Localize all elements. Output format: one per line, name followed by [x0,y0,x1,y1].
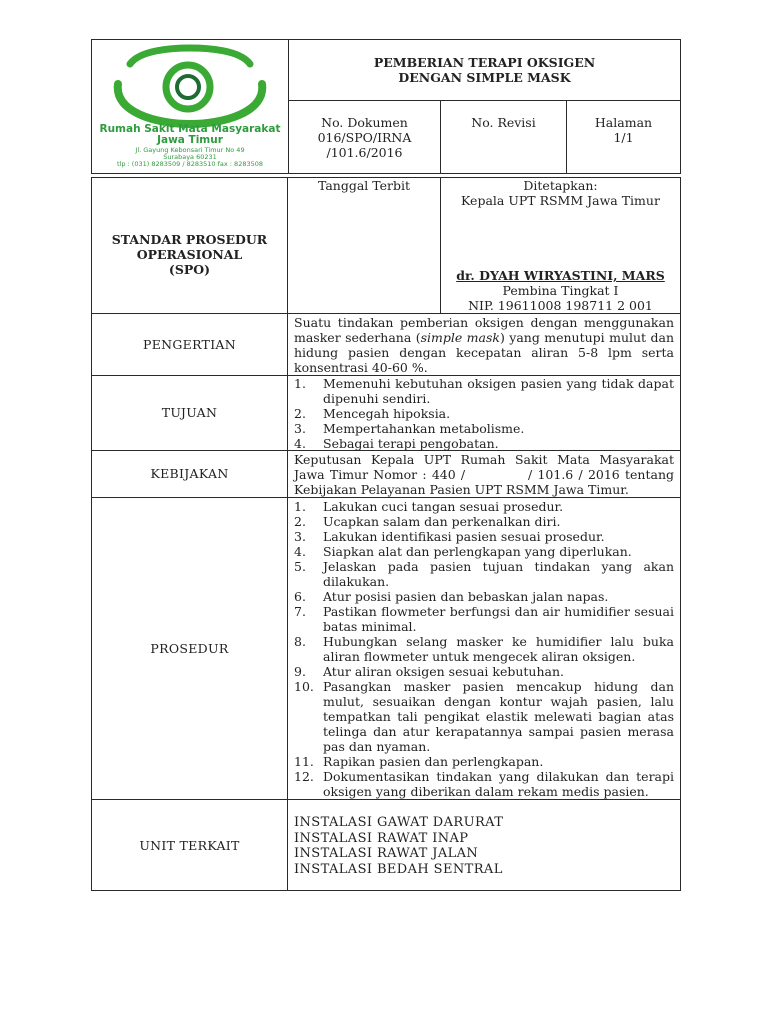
prosedur-item [294,754,674,769]
tujuan-item [294,406,674,421]
prosedur-item-text: Pastikan flowmeter berfungsi dan air humidifier sesuai batas minimal. [323,604,674,634]
prosedur-item-number: 12. [294,769,314,784]
page-value: 1/1 [613,130,634,145]
prosedur-item-text: Dokumentasikan tindakan yang dilakukan dan terapi oksigen yang diberikan dalam rekam medis pasien. [323,769,674,799]
logo-region: Jawa Timur [157,134,223,146]
approver-position: Kepala UPT RSMM Jawa Timur [461,193,660,208]
approved-label: Ditetapkan: [523,178,598,193]
prosedur-item [294,604,674,634]
title-line-1: PEMBERIAN TERAPI OKSIGEN [373,55,596,70]
pengertian-text-b: ) yang menutupi mulut dan hidung pasien dengan kecepatan aliran 5-8 lpm serta konsentrasi 40-60 %. [294,330,674,375]
spo-title-line-2: OPERASIONAL [136,247,243,262]
tujuan-item-number: 3. [294,421,306,436]
prosedur-item [294,634,674,664]
logo-city: Surabaya 60231 [163,153,217,161]
prosedur-item [294,514,674,529]
approver-block [441,268,680,313]
prosedur-item-number: 11. [294,754,314,769]
prosedur-item [294,769,674,799]
prosedur-item-text: Siapkan alat dan perlengkapan yang diperlukan. [323,544,632,559]
revision-label: No. Revisi [471,115,536,130]
prosedur-item [294,559,674,589]
logo-address: Jl. Gayung Kebonsari Timur No 49 [135,146,245,154]
unit-terkait-item: INSTALASI BEDAH SENTRAL [294,861,503,877]
prosedur-item-text: Jelaskan pada pasien tujuan tindakan yang akan dilakukan. [323,559,674,589]
tujuan-item-number: 4. [294,436,306,451]
spo-title-line-3: (SPO) [168,262,211,277]
doc-number-value-2: /101.6/2016 [326,145,403,160]
tujuan-item-text: Sebagai terapi pengobatan. [323,436,499,451]
kebijakan-text: Keputusan Kepala UPT Rumah Sakit Mata Masyarakat Jawa Timur Nomor : 440 / / 101.6 / 2016 tentang Kebijakan Pelayanan Pasien UPT RSMM Jawa Timur. [294,452,678,497]
prosedur-item-number: 8. [294,634,306,649]
prosedur-item-number: 6. [294,589,306,604]
prosedur-item-text: Pasangkan masker pasien mencakup hidung dan mulut, sesuaikan dengan kontur wajah pasien, lalu tempatkan tali pengikat elastik melewati bagian atas telinga dan atur kerapatannya sampai pasien merasa pas dan nyaman. [323,679,674,754]
approver-rank: Pembina Tingkat I [502,283,619,298]
spo-title-line-1: STANDAR PROSEDUR [111,232,268,247]
unit-terkait-item: INSTALASI RAWAT JALAN [294,846,479,861]
issue-date-label: Tanggal Terbit [317,178,411,193]
tujuan-label: TUJUAN [161,405,218,420]
prosedur-item-number: 3. [294,529,306,544]
tujuan-item-number: 1. [294,376,306,391]
tujuan-item [294,436,674,451]
document-title [289,55,680,85]
prosedur-label: PROSEDUR [150,641,229,656]
prosedur-item-number: 1. [294,499,306,514]
tujuan-item-text: Mempertahankan metabolisme. [323,421,525,436]
tujuan-item [294,421,674,436]
prosedur-item-number: 10. [294,679,314,694]
prosedur-item [294,499,674,514]
unit-terkait-label: UNIT TERKAIT [139,838,240,853]
doc-number-value-1: 016/SPO/IRNA [317,130,412,145]
approval-block [441,178,680,208]
prosedur-item-text: Lakukan identifikasi pasien sesuai prosedur. [323,529,605,544]
prosedur-item [294,529,674,544]
prosedur-item-text: Rapikan pasien dan perlengkapan. [323,754,544,769]
doc-number-cell [289,115,440,160]
title-line-2: DENGAN SIMPLE MASK [398,70,571,85]
prosedur-item [294,679,674,754]
tujuan-item [294,376,674,406]
prosedur-item-text: Hubungkan selang masker ke humidifier lalu buka aliran flowmeter untuk mengecek aliran oksigen. [323,634,674,664]
prosedur-item [294,544,674,559]
prosedur-item-number: 9. [294,664,306,679]
prosedur-item-text: Ucapkan salam dan perkenalkan diri. [323,514,561,529]
pengertian-label: PENGERTIAN [142,337,236,352]
tujuan-list [294,376,674,451]
approver-name: dr. DYAH WIRYASTINI, MARS [456,268,665,283]
prosedur-item-text: Atur aliran oksigen sesuai kebutuhan. [323,664,564,679]
prosedur-item [294,589,674,604]
pengertian-text-italic: simple mask [420,330,500,345]
prosedur-item-number: 4. [294,544,306,559]
pengertian-text [294,315,674,375]
tujuan-item-text: Mencegah hipoksia. [323,406,451,421]
logo-phone: tlp : (031) 8283509 / 8283510 fax : 8283508 [116,160,264,168]
prosedur-list [294,499,674,799]
approver-nip: NIP. 19611008 198711 2 001 [468,298,653,313]
prosedur-item-text: Lakukan cuci tangan sesuai prosedur. [323,499,564,514]
logo-name: Rumah Sakit Mata Masyarakat [99,123,281,135]
spo-title [92,232,287,277]
page-label: Halaman [594,115,653,130]
unit-terkait-item: INSTALASI GAWAT DARURAT [294,815,504,830]
tujuan-item-number: 2. [294,406,306,421]
doc-number-label: No. Dokumen [321,115,408,130]
prosedur-item-number: 5. [294,559,306,574]
pengertian-text-a: Suatu tindakan pemberian oksigen dengan menggunakan masker sederhana ( [294,315,674,345]
kebijakan-label: KEBIJAKAN [150,466,229,481]
prosedur-item-number: 7. [294,604,306,619]
tujuan-item-text: Memenuhi kebutuhan oksigen pasien yang tidak dapat dipenuhi sendiri. [323,376,674,406]
prosedur-item [294,664,674,679]
page-cell [567,115,680,145]
prosedur-item-number: 2. [294,514,306,529]
hospital-logo [92,40,288,173]
unit-terkait-item: INSTALASI RAWAT INAP [294,830,469,846]
prosedur-item-text: Atur posisi pasien dan bebaskan jalan napas. [323,589,609,604]
eye-logo-icon [92,40,288,130]
unit-terkait-list [294,815,674,877]
